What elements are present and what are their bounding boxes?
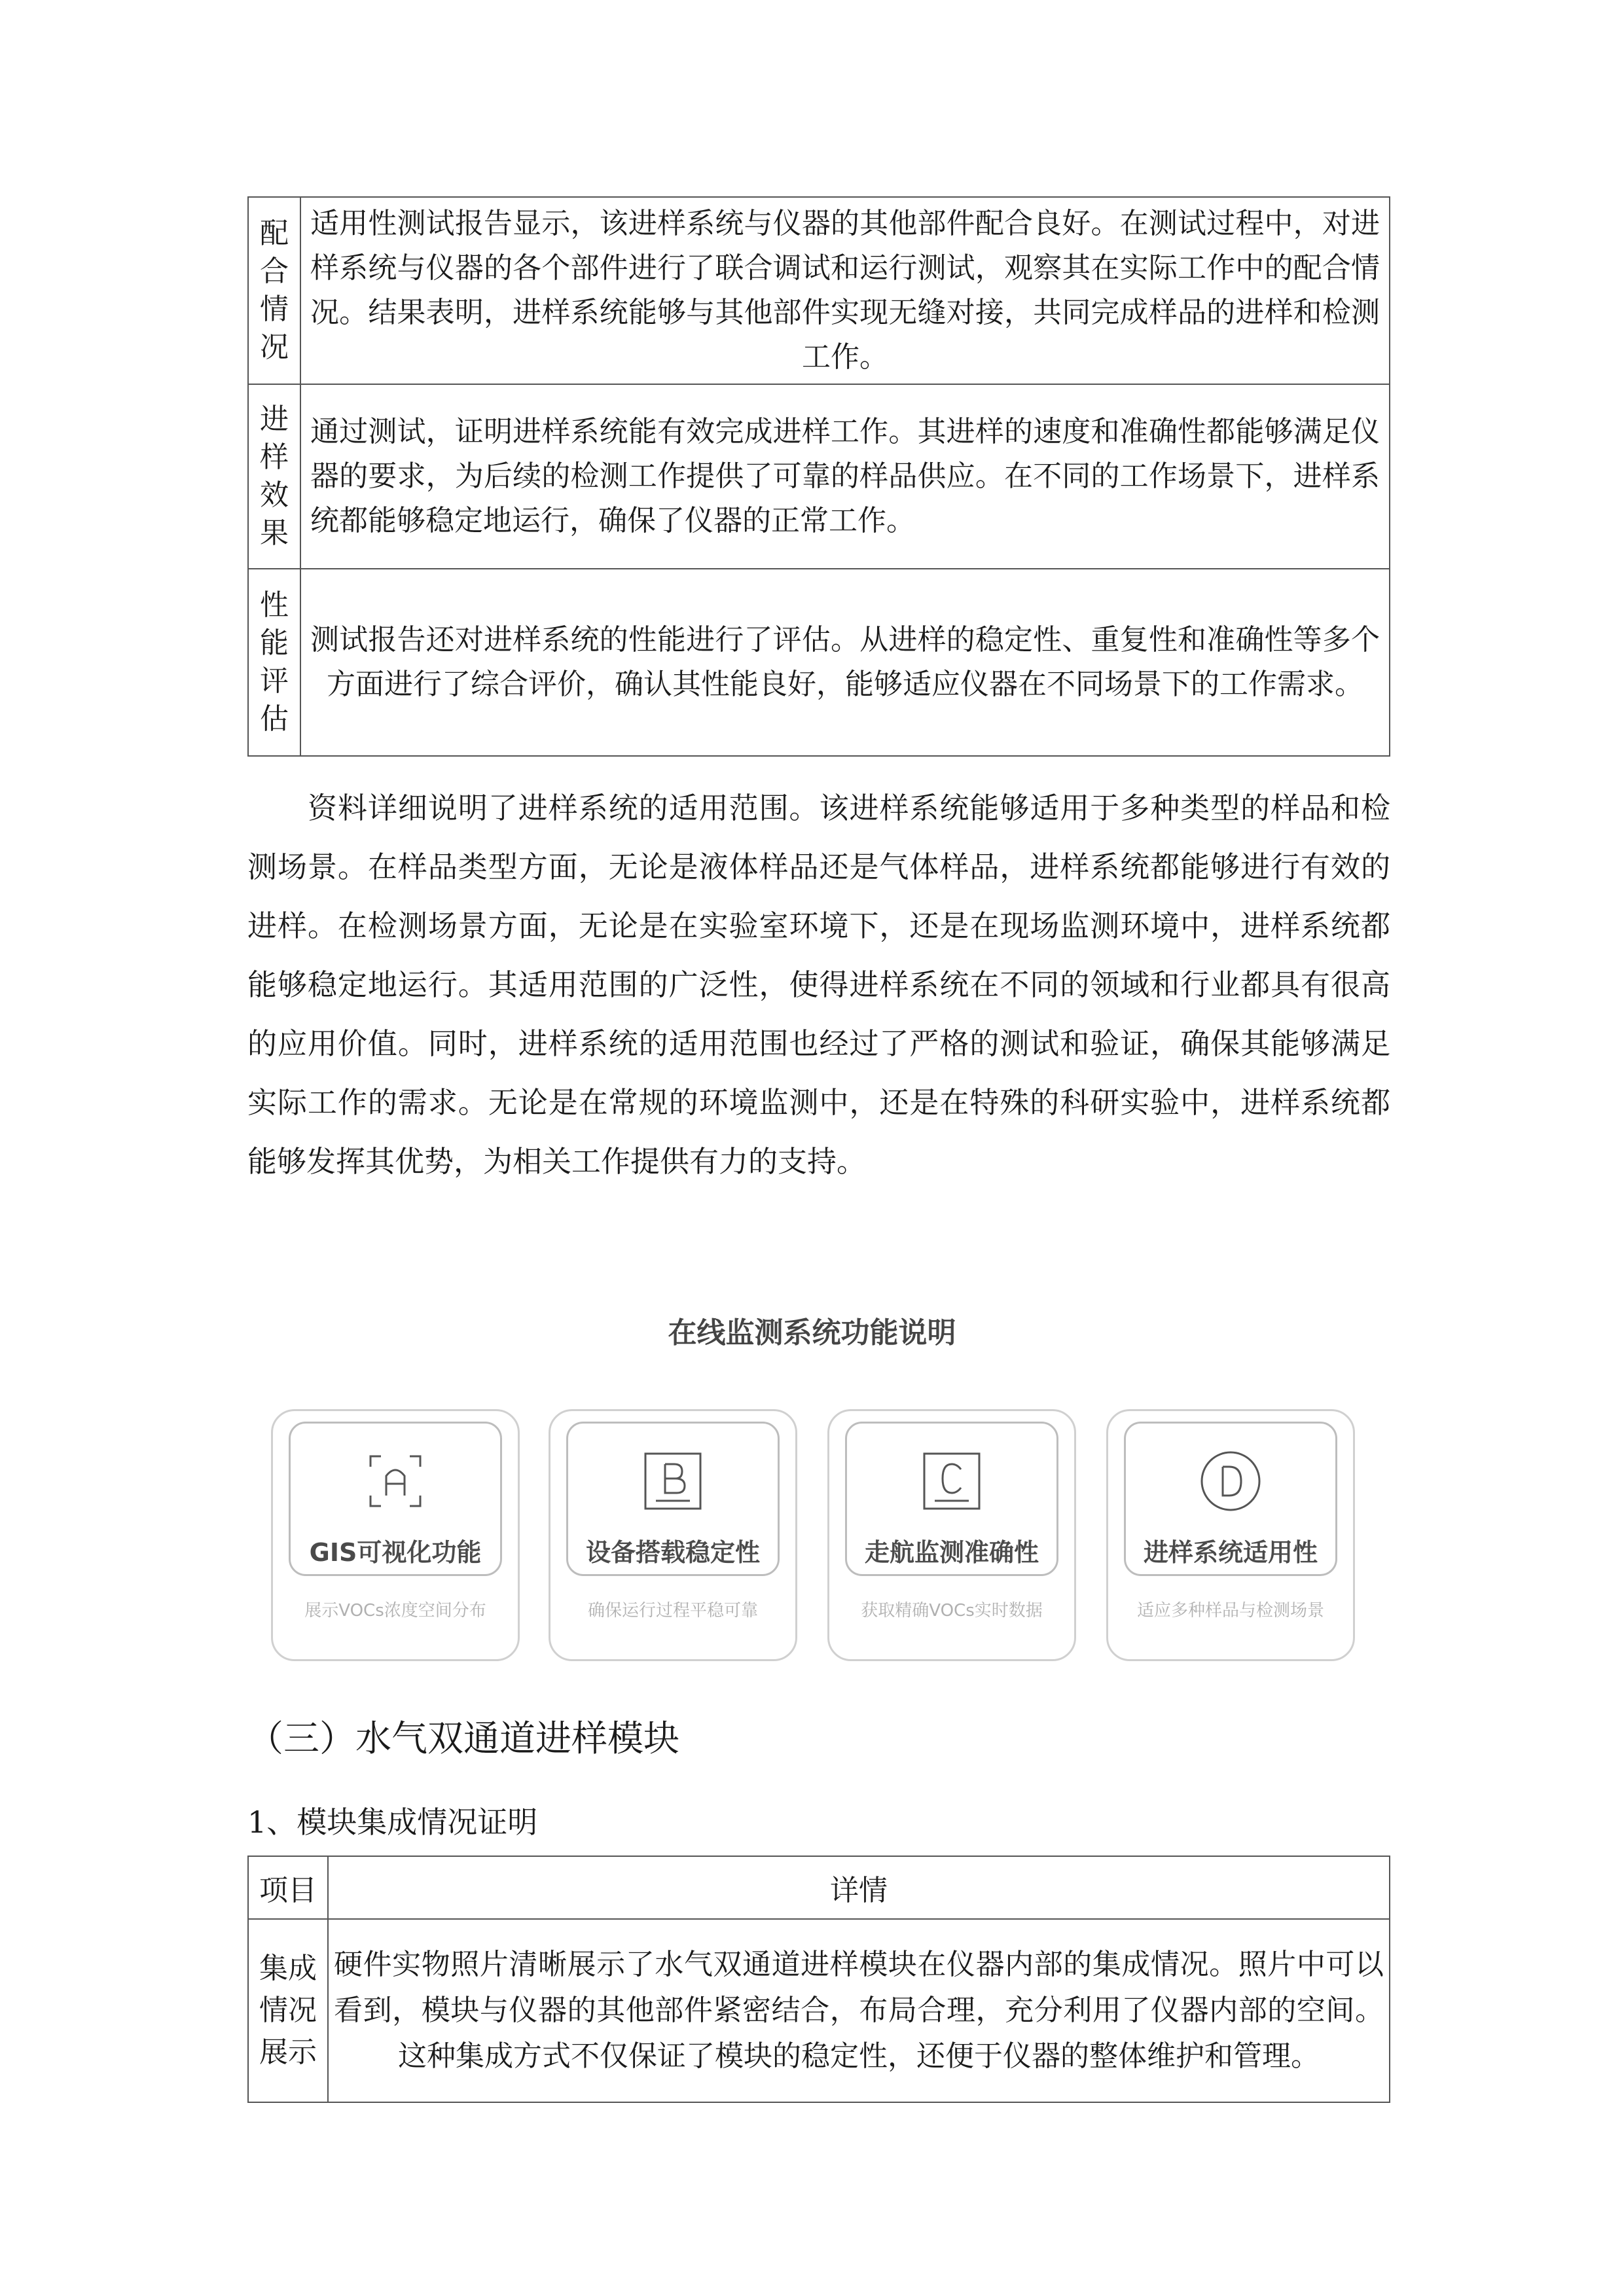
card-panel <box>845 1422 1058 1576</box>
card-label: 进样系统适用性 <box>1143 1538 1318 1567</box>
card-description: 展示VOCs浓度空间分布 <box>304 1601 486 1621</box>
card-description: 确保运行过程平稳可靠 <box>587 1601 758 1621</box>
card-label: 走航监测准确性 <box>864 1538 1039 1567</box>
feature-card-a <box>271 1409 520 1661</box>
table-row <box>248 1919 1390 2102</box>
figure-title: 在线监测系统功能说明 <box>668 1316 956 1350</box>
header-cell: 详情 <box>328 1856 1390 1919</box>
row-label: 配 合 情 况 <box>248 197 300 384</box>
table-header-row <box>248 1856 1390 1919</box>
letter-b-icon <box>641 1450 704 1513</box>
body-paragraph: 资料详细说明了进样系统的适用范围。该进样系统能够适用于多种类型的样品和检测场景。在样品类型方面，无论是液体样品还是气体样品，进样系统都能够进行有效的进样。在检测场景方面，无论是在实验室环境下，还是在现场监测环境中，进样系统都能够稳定地运行。其适用范围的广泛性，使得进样系统在不同的领域和行业都具有很高的应用价值。同时，进样系统的适用范围也经过了严格的测试和验证，确保其能够满足实际工作的需求。无论是在常规的环境监测中，还是在特殊的科研实验中，进样系统都能够发挥其优势，为相关工作提供有力的支持。 <box>247 791 1390 1179</box>
feature-card-d <box>1106 1409 1355 1661</box>
letter-a-icon <box>364 1450 427 1513</box>
card-panel <box>289 1422 502 1576</box>
row-text: 硬件实物照片清晰展示了水气双通道进样模块在仪器内部的集成情况。照片中可以看到，模块与仪器的其他部件紧密结合，布局合理，充分利用了仪器内部的空间。这种集成方式不仅保证了模块的稳定性，还便于仪器的整体维护和管理。 <box>328 1919 1390 2102</box>
card-panel <box>566 1422 780 1576</box>
section-heading: （三）水气双通道进样模块 <box>247 1717 680 1759</box>
card-label: 设备搭载稳定性 <box>585 1538 760 1567</box>
table-row <box>248 197 1390 384</box>
letter-d-icon <box>1199 1450 1262 1513</box>
table-row <box>248 569 1390 756</box>
integration-table <box>247 1856 1390 2103</box>
evaluation-table <box>247 196 1390 757</box>
card-description: 适应多种样品与检测场景 <box>1136 1601 1324 1621</box>
card-panel <box>1124 1422 1337 1576</box>
row-label: 集成 情况 展示 <box>248 1919 328 2102</box>
card-description: 获取精确VOCs实时数据 <box>861 1601 1043 1621</box>
row-text: 通过测试，证明进样系统能有效完成进样工作。其进样的速度和准确性都能够满足仪器的要求，为后续的检测工作提供了可靠的样品供应。在不同的工作场景下，进样系统都能够稳定地运行，确保了仪器的正常工作。 <box>300 384 1390 569</box>
row-label: 进 样 效 果 <box>248 384 300 569</box>
row-text: 测试报告还对进样系统的性能进行了评估。从进样的稳定性、重复性和准确性等多个方面进行了综合评价，确认其性能良好，能够适应仪器在不同场景下的工作需求。 <box>300 569 1390 756</box>
header-cell: 项目 <box>248 1856 328 1919</box>
letter-c-icon <box>920 1450 983 1513</box>
row-label: 性 能 评 估 <box>248 569 300 756</box>
feature-card-b <box>549 1409 797 1661</box>
row-text: 适用性测试报告显示，该进样系统与仪器的其他部件配合良好。在测试过程中，对进样系统与仪器的各个部件进行了联合调试和运行测试，观察其在实际工作中的配合情况。结果表明，进样系统能够与其他部件实现无缝对接，共同完成样品的进样和检测工作。 <box>300 197 1390 384</box>
table-row <box>248 384 1390 569</box>
subsection-heading: 1、模块集成情况证明 <box>247 1804 538 1840</box>
card-label: GIS可视化功能 <box>309 1538 482 1567</box>
feature-card-c <box>827 1409 1076 1661</box>
